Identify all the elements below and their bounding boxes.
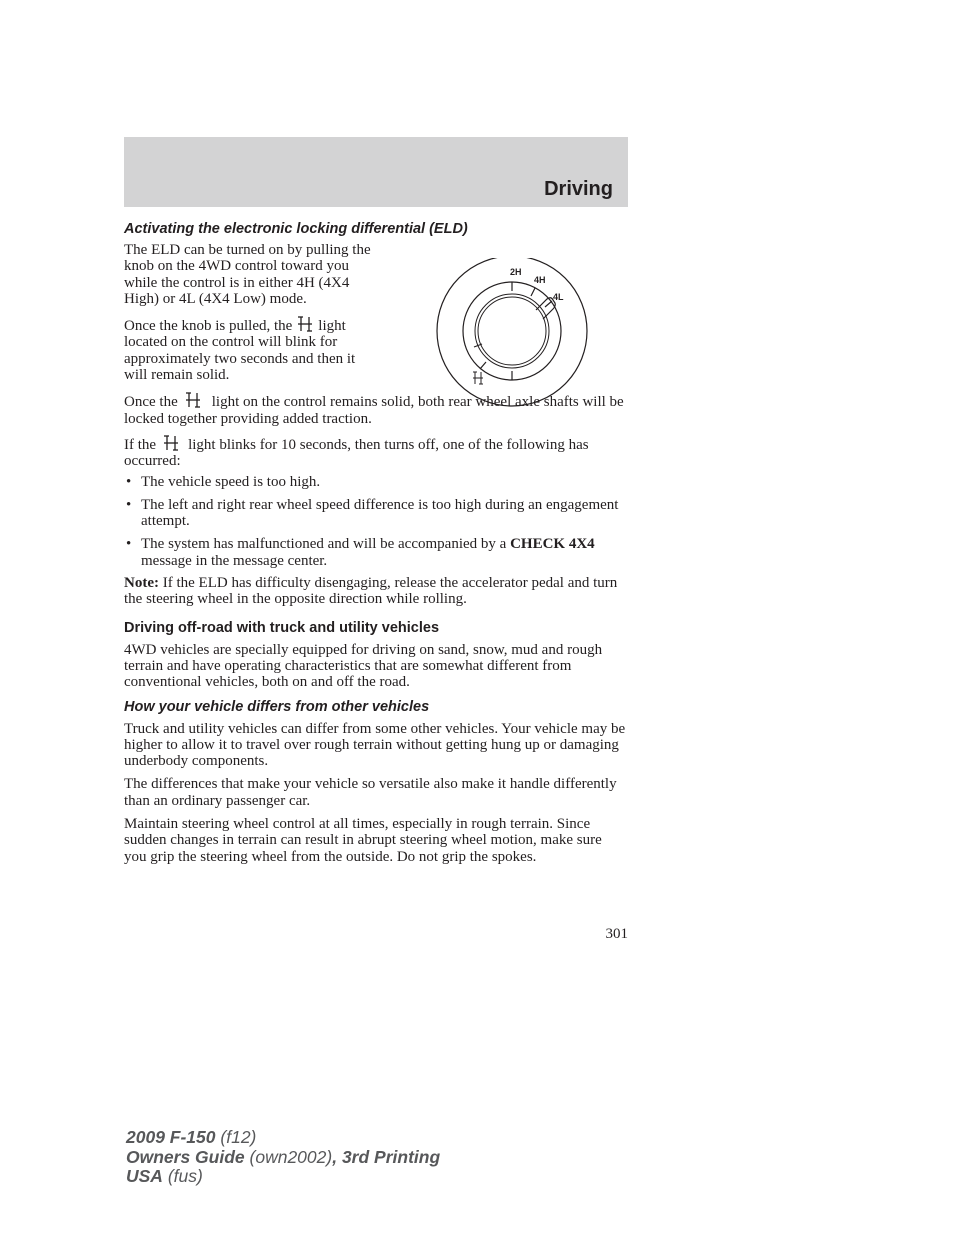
- page-content: [124, 220, 628, 865]
- offroad-paragraph: 4WD vehicles are specially equipped for driving on sand, snow, mud and rough terrain and have operating characteristics that are somewhat different from conventional vehicles, both on and off the road.: [124, 641, 603, 691]
- dial-label-4l: 4L: [553, 292, 564, 302]
- locking-differential-icon: [162, 434, 180, 452]
- footer-model: 2009 F-150: [126, 1127, 216, 1147]
- footer-guide: Owners Guide: [126, 1146, 245, 1167]
- eld-p3-after: light on the control remains solid, both rear wheel axle shafts will be locked together providing added traction.: [124, 394, 624, 427]
- bullet-icon: •: [126, 536, 132, 553]
- eld-note: [124, 575, 628, 608]
- footer-market: USA: [126, 1166, 163, 1186]
- locking-differential-icon: [296, 315, 314, 333]
- footer-model-code: (f12): [220, 1127, 257, 1147]
- eld-paragraph-4: [124, 434, 628, 470]
- bullet-icon: •: [126, 496, 132, 513]
- footer-printing: , 3rd Printing: [332, 1146, 441, 1167]
- footer-line-3: [126, 1167, 440, 1187]
- page-number: 301: [605, 926, 628, 942]
- list-item: [124, 497, 628, 530]
- eld-heading: Activating the electronic locking differential (ELD): [124, 221, 468, 237]
- eld-paragraph-3: [124, 391, 628, 427]
- locking-differential-icon: [184, 391, 202, 409]
- list-item-text: The left and right rear wheel speed difference is too high during an engagement attempt.: [141, 496, 619, 530]
- dial-label-4h: 4H: [534, 275, 546, 285]
- eld-p4-after: light blinks for 10 seconds, then turns off, one of the following has occurred:: [124, 436, 589, 470]
- list-item: [124, 536, 628, 569]
- footer: [126, 1128, 440, 1187]
- eld-paragraph-2: [124, 315, 382, 383]
- eld-p3-before: Once the: [124, 394, 178, 411]
- differs-heading: How your vehicle differs from other vehicles: [124, 698, 430, 715]
- dial-label-2h: 2H: [510, 267, 522, 277]
- differs-paragraph-1: Truck and utility vehicles can differ from some other vehicles. Your vehicle may be higher to allow it to travel over rough terrain without getting hung up or damaging underbody components.: [124, 720, 626, 770]
- eld-p2-after: light located on the control will blink for approximately two seconds and then it will remain solid.: [124, 318, 356, 384]
- note-label: Note:: [124, 575, 159, 592]
- bullet3-after: message in the message center.: [141, 552, 328, 569]
- note-text: If the ELD has difficulty disengaging, release the accelerator pedal and turn the steering wheel in the opposite direction while rolling.: [124, 575, 618, 608]
- eld-conditions-list: [124, 474, 628, 569]
- differs-paragraph-3: Maintain steering wheel control at all times, especially in rough terrain. Since sudden changes in terrain can result in abrupt steering wheel motion, make sure you grip the steering wheel from the outside. Do not grip the spokes.: [124, 816, 602, 865]
- bullet-icon: •: [126, 473, 132, 490]
- footer-line-2: [126, 1148, 440, 1168]
- list-item-text: The vehicle speed is too high.: [141, 473, 321, 490]
- footer-line-1: [126, 1128, 440, 1148]
- eld-p2-before: Once the knob is pulled, the: [124, 318, 293, 335]
- section-title: Driving: [544, 178, 613, 200]
- list-item: [124, 474, 628, 490]
- footer-market-code: (fus): [167, 1166, 203, 1186]
- offroad-heading: Driving off-road with truck and utility vehicles: [124, 619, 440, 636]
- eld-p4-before: If the: [124, 436, 157, 453]
- footer-guide-code: (own2002): [249, 1146, 333, 1167]
- header-band: [124, 137, 628, 207]
- differs-paragraph-2: The differences that make your vehicle so versatile also make it handle differently than an ordinary passenger car.: [124, 776, 617, 809]
- eld-paragraph-1: The ELD can be turned on by pulling the knob on the 4WD control toward you while the control is in either 4H (4X4 High) or 4L (4X4 Low) mode.: [124, 242, 371, 307]
- bullet3-before: The system has malfunctioned and will be accompanied by a: [141, 536, 507, 553]
- check-4x4-text: CHECK 4X4: [510, 536, 595, 553]
